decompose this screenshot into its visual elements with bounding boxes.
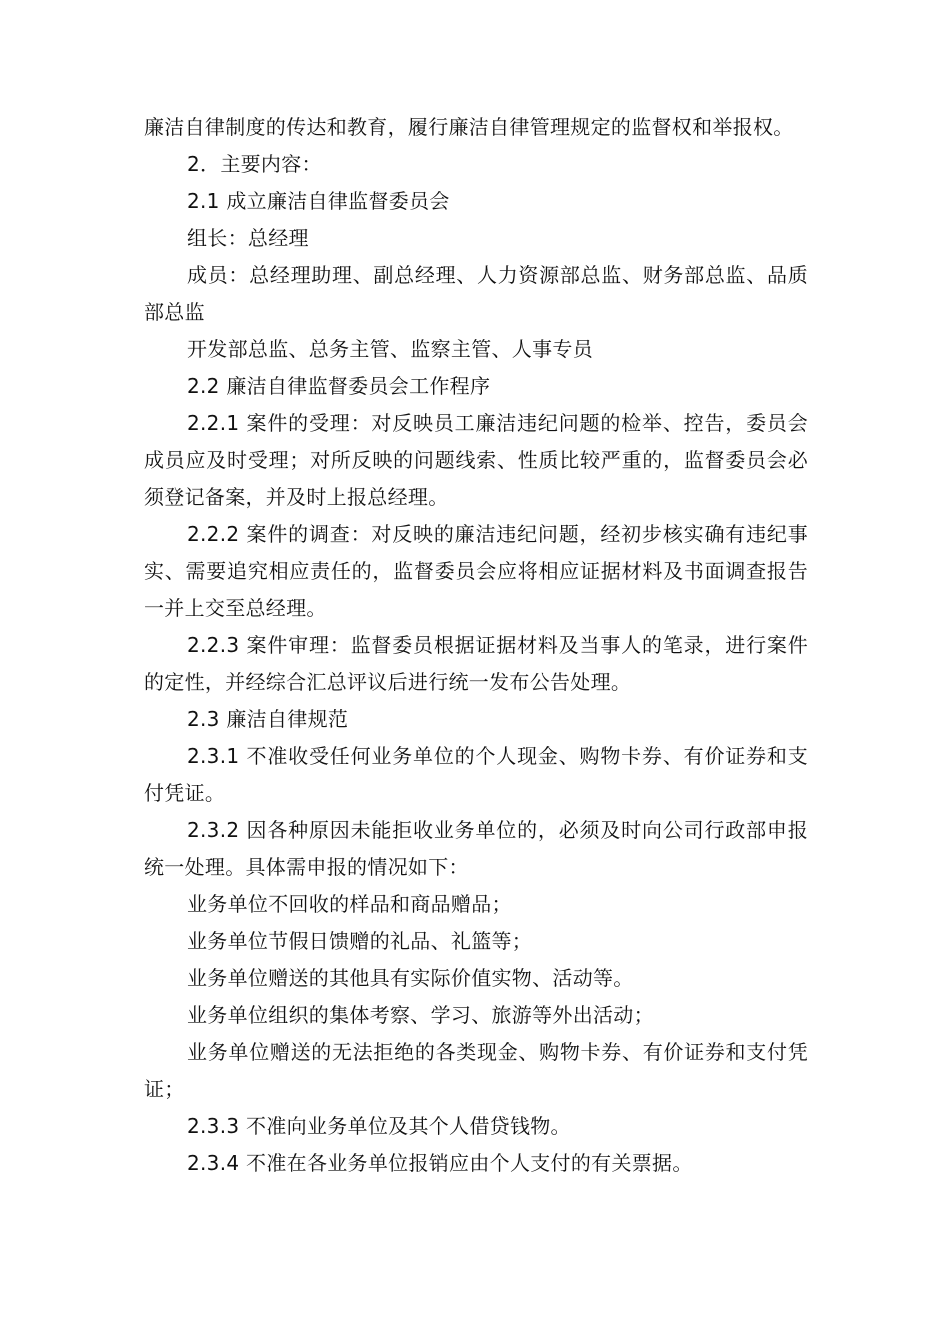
paragraph-17: 业务单位组织的集体考察、学习、旅游等外出活动； [187, 1003, 654, 1027]
paragraph-16: 业务单位赠送的其他具有实际价值实物、活动等。 [187, 966, 634, 990]
paragraph-7: 2.2 廉洁自律监督委员会工作程序 [187, 374, 491, 398]
paragraph-8: 2.2.1 案件的受理：对反映员工廉洁违纪问题的检举、控告，委员会成员应及时受理；对所反映的问题线索、性质比较严重的，监督委员会必须登记备案，并及时上报总经理。 [144, 411, 808, 509]
paragraph-14: 业务单位不回收的样品和商品赠品； [187, 892, 512, 916]
paragraph-1: 廉洁自律制度的传达和教育，履行廉洁自律管理规定的监督权和举报权。 [144, 115, 794, 139]
paragraph-11: 2.3 廉洁自律规范 [187, 707, 349, 731]
paragraph-9: 2.2.2 案件的调查：对反映的廉洁违纪问题，经初步核实确有违纪事实、需要追究相应责任的，监督委员会应将相应证据材料及书面调查报告一并上交至总经理。 [144, 522, 808, 620]
paragraph-12: 2.3.1 不准收受任何业务单位的个人现金、购物卡券、有价证券和支付凭证。 [144, 744, 808, 805]
document-body [144, 109, 808, 1182]
paragraph-18: 业务单位赠送的无法拒绝的各类现金、购物卡券、有价证券和支付凭证； [144, 1040, 808, 1101]
paragraph-2: 2．主要内容： [187, 152, 322, 176]
paragraph-13: 2.3.2 因各种原因未能拒收业务单位的，必须及时向公司行政部申报统一处理。具体需申报的情况如下： [144, 818, 808, 879]
paragraph-3: 2.1 成立廉洁自律监督委员会 [187, 189, 450, 213]
paragraph-10: 2.2.3 案件审理：监督委员根据证据材料及当事人的笔录，进行案件的定性，并经综合汇总评议后进行统一发布公告处理。 [144, 633, 808, 694]
paragraph-19: 2.3.3 不准向业务单位及其个人借贷钱物。 [187, 1114, 571, 1138]
paragraph-4: 组长：总经理 [187, 226, 309, 250]
paragraph-5: 成员：总经理助理、副总经理、人力资源部总监、财务部总监、品质部总监 [144, 263, 808, 324]
paragraph-20: 2.3.4 不准在各业务单位报销应由个人支付的有关票据。 [187, 1151, 693, 1175]
paragraph-6: 开发部总监、总务主管、监察主管、人事专员 [187, 337, 593, 361]
paragraph-15: 业务单位节假日馈赠的礼品、礼篮等； [187, 929, 533, 953]
